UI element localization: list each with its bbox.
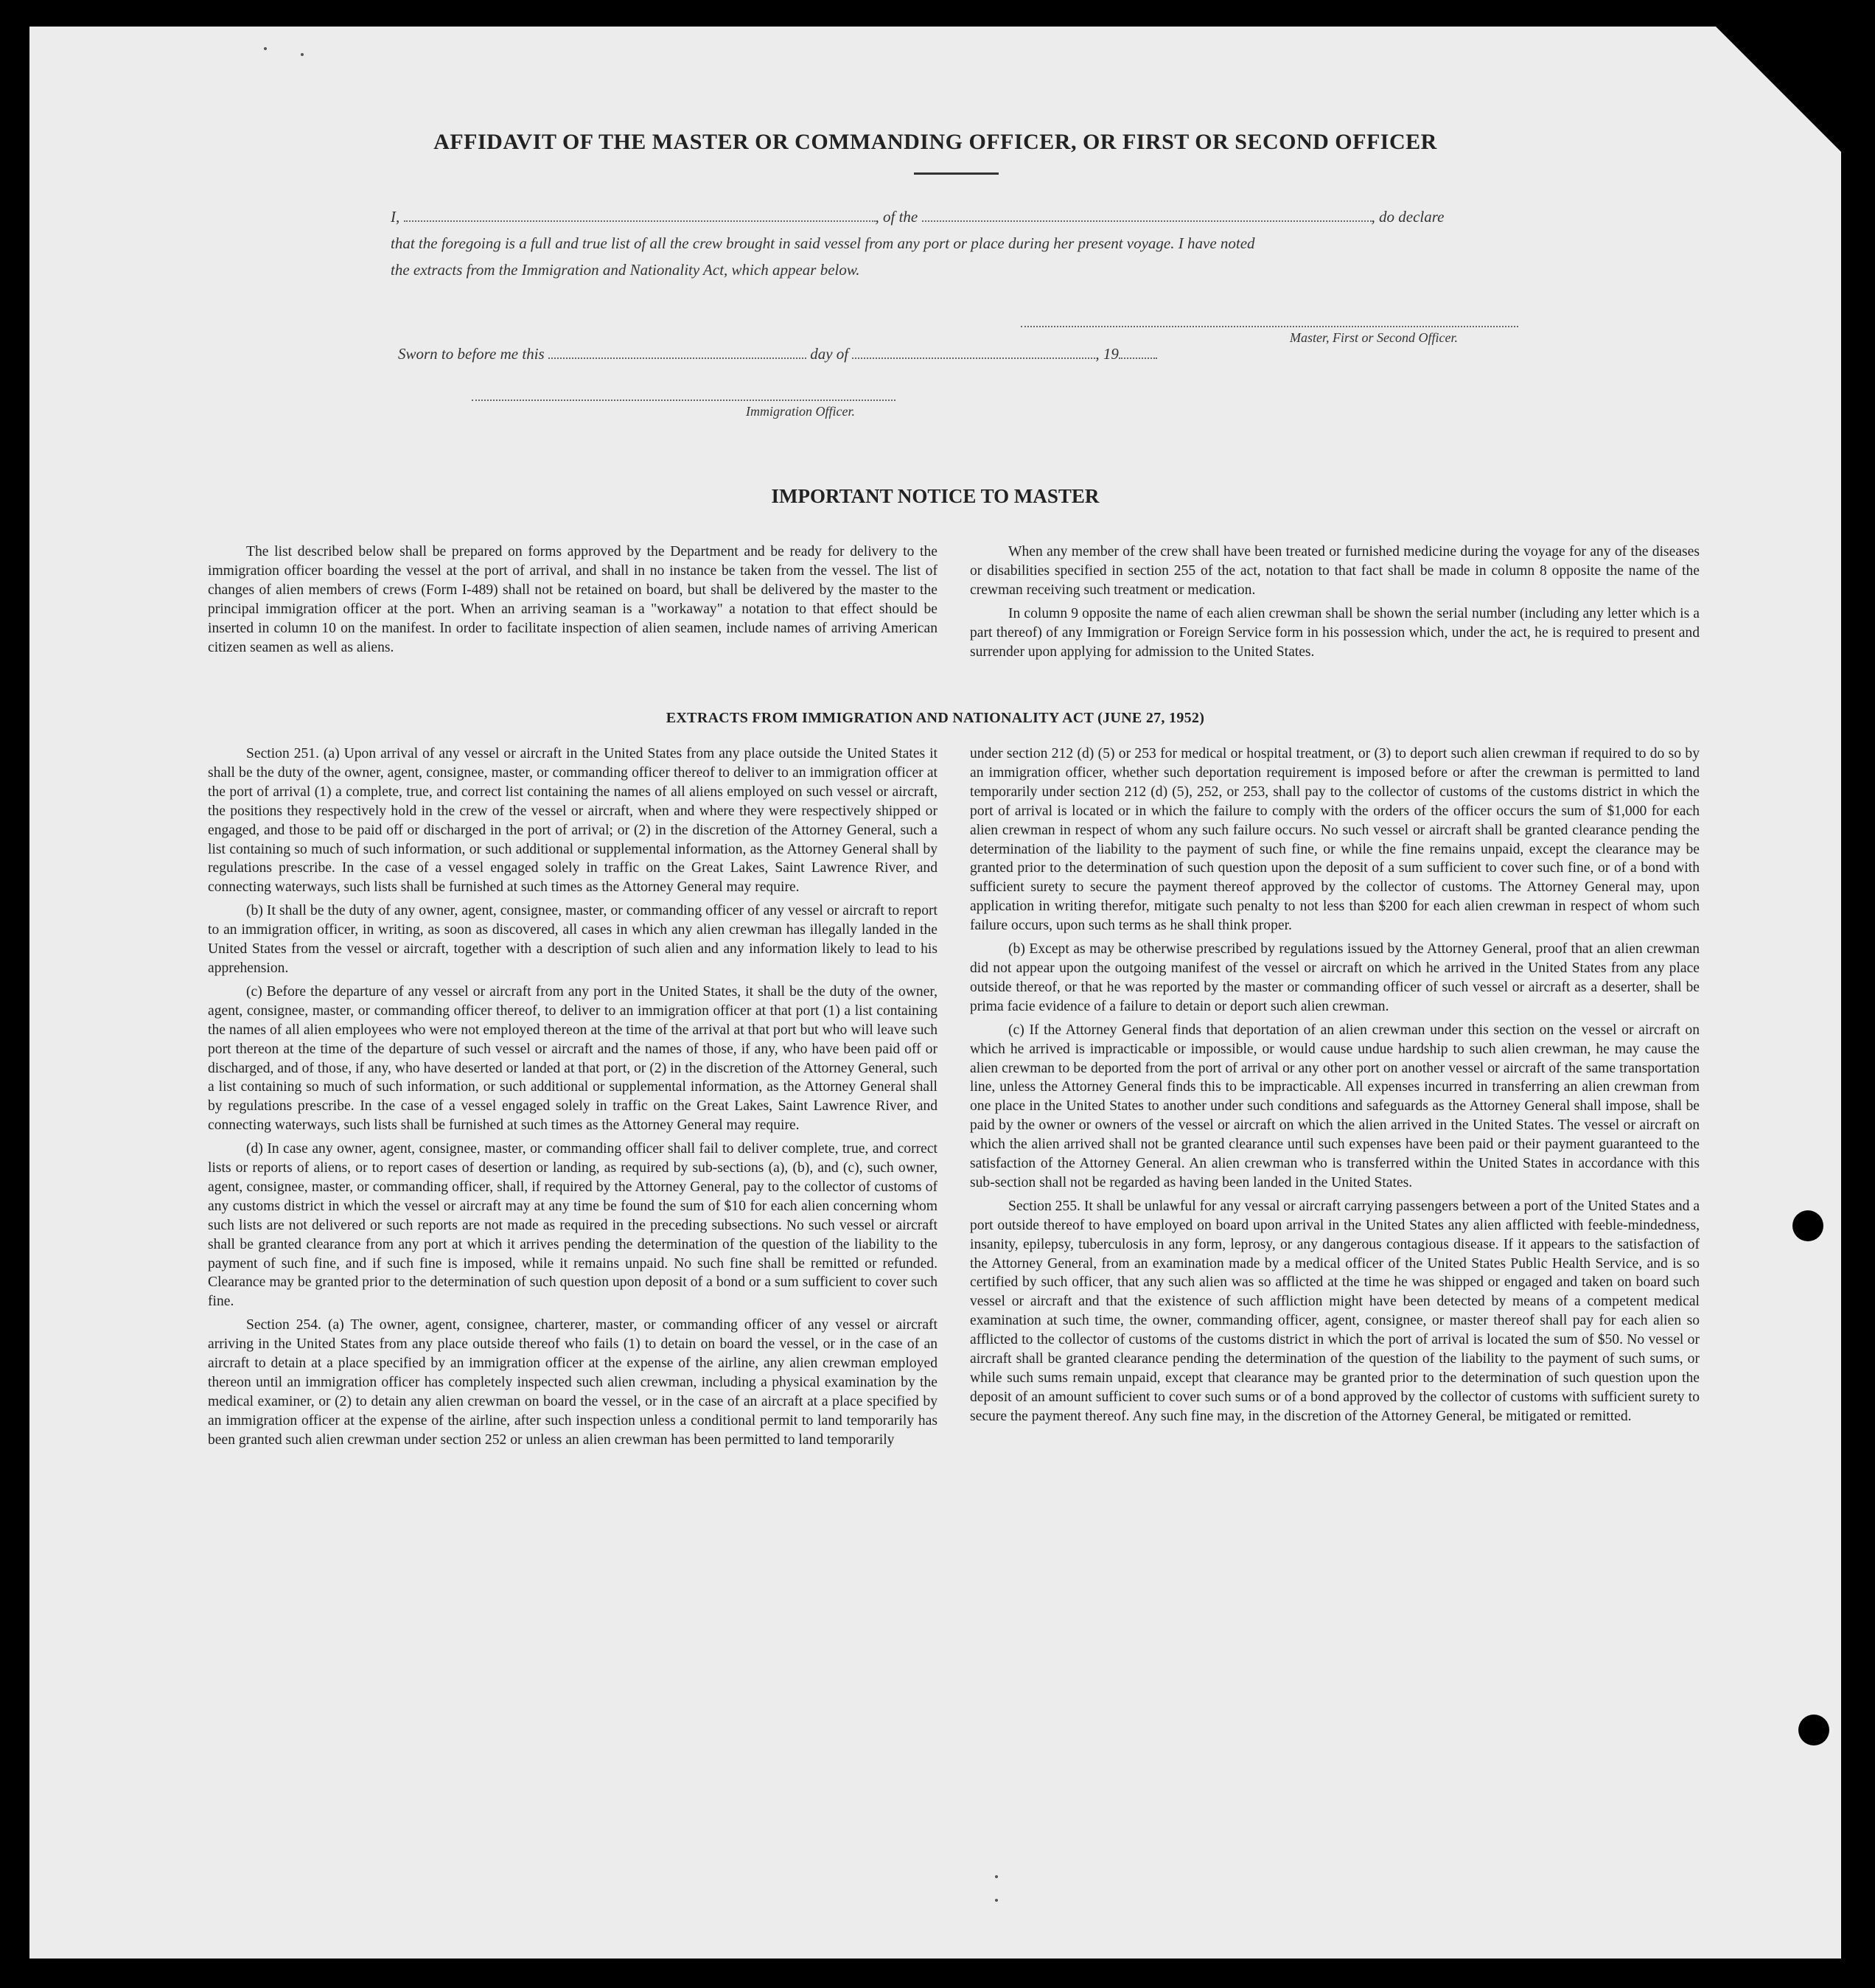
sworn-year-blank[interactable] <box>1119 346 1157 359</box>
extract-paragraph: under section 212 (d) (5) or 253 for medical or hospital treatment, or (3) to deport such alien crewman if required to do so by an immigration officer, whether such deportation requirement is imposed before or after the crewman is permitted to land temporarily under section 212 (d) (5), 252, or 253, shall pay to the collector of customs of the customs district in which the port of arrival is located or in which the failure to comply with the orders of the officer occurs the sum of $1,000 for each alien crewman in respect of whom any such failure occurs. No such vessel or aircraft shall be granted clearance pending the determination of the liability to the payment of such fine, or while the fine remains unpaid, except the clearance may be granted prior to the determination of such question upon the deposit of a sum sufficient to cover such fine, or of a bond with sufficient surety to secure the payment thereof approved by the collector of customs. The Attorney General may, upon application in writing therefor, mitigate such penalty to not less than $200 for each alien crewman in respect of whom such failure occurs, upon such terms as he shall think proper. <box>970 746 1700 934</box>
affidavit-title: AFFIDAVIT OF THE MASTER OR COMMANDING OFFICER, OR FIRST OR SECOND OFFICER <box>433 130 1437 154</box>
speck <box>264 47 267 50</box>
sworn-day-of: day of <box>810 345 849 363</box>
extract-paragraph: (c) Before the departure of any vessel or aircraft from any port in the United States, it shall be the duty of the owner, agent, consignee, master, or commanding officer thereof, to deliver to an immigration officer at that port (1) a list containing the names of all alien employees who were not employed thereon at the time of the arrival at that port but who will leave such port thereon at the time of the departure of such vessel or aircraft and the names of those, if any, who have been paid off or discharged, and of those, if any, who have deserted or landed at that port, or (2) in the discretion of the Attorney General, such a list containing so much of such information, or such additional or supplemental information, as the Attorney General shall by regulations prescribe. In the case of a vessel engaged solely in traffic on the Great Lakes, Saint Lawrence River, and connecting waterways, such lists shall be furnished at such times as the Attorney General may require. <box>208 983 938 1134</box>
sworn-day-blank[interactable] <box>548 346 806 359</box>
notice-left-column <box>208 543 938 661</box>
extract-paragraph: Section 254. (a) The owner, agent, consignee, charterer, master, or commanding officer of any vessel or aircraft arriving in the United States from any place outside thereof who fails (1) to detain on board the vessel, or in the case of an aircraft to detain at a place specified by an immigration officer at the expense of the airline, any alien crewman employed thereon until an immigration officer has completely inspected such alien crewman, including a physical examination by the medical examiner, or (2) to detain any alien crewman on board the vessel, or in the case of an aircraft at a place specified by an immigration officer at the expense of the airline, after such inspection unless a conditional permit to land temporarily has been granted such alien crewman under section 252 or unless an alien crewman has been permitted to land temporarily <box>208 1317 938 1448</box>
declaration-i: I, <box>391 208 400 226</box>
declaration-do-declare: , do declare <box>1371 208 1445 226</box>
punch-hole <box>1792 1210 1823 1241</box>
notice-paragraph: The list described below shall be prepared on forms approved by the Department and be ready for delivery to the immigration officer boarding the vessel at the port of arrival, and shall in no instance be taken from the vessel. The list of changes of alien members of crews (Form I-489) shall not be retained on board, but shall be delivered by the master to the principal immigration officer at the port. When an arriving seaman is a "workaway" a notation to that effect should be inserted in column 10 on the manifest. In order to facilitate inspection of alien seamen, include names of arriving American citizen seamen as well as aliens. <box>208 544 938 655</box>
extract-paragraph: (b) Except as may be otherwise prescribed by regulations issued by the Attorney General, proof that an alien crewman did not appear upon the outgoing manifest of the vessel or aircraft on which he arrived in the United States from any place outside thereof, or that he was reported by the master or commanding officer of such vessel or aircraft as a deserter, shall be prima facie evidence of a failure to detain or deport such alien crewman. <box>970 941 1700 1014</box>
extracts-title: EXTRACTS FROM IMMIGRATION AND NATIONALITY ACT (JUNE 27, 1952) <box>666 710 1205 726</box>
sworn-month-blank[interactable] <box>852 346 1095 359</box>
master-signature-label: Master, First or Second Officer. <box>1290 330 1458 345</box>
speck <box>301 53 304 56</box>
speck <box>995 1875 998 1878</box>
extract-paragraph: (d) In case any owner, agent, consignee, master, or commanding officer shall fail to deliver complete, true, and correct lists or reports of aliens, or to report cases of desertion or landing, as required by sub-sections (a), (b), and (c), such owner, agent, consignee, master, or commanding officer, shall, if required by the Attorney General, pay to the collector of customs of any customs district in which the vessel or aircraft may at any time be found the sum of $10 for each alien concerning whom such lists are not delivered or such reports are not made as required in the preceding subsections. No such vessel or aircraft shall be granted clearance from any port at which it arrives pending the determination of the question of the liability to the payment of such fine, and if such fine is imposed, while it remains unpaid. No such fine shall be remitted or refunded. Clearance may be granted prior to the determination of such question upon deposit of a bond or a sum sufficient to cover such fine. <box>208 1141 938 1310</box>
speck <box>995 1899 998 1902</box>
sworn-text: Sworn to before me this <box>398 345 545 363</box>
declaration-of-the: , of the <box>875 208 918 226</box>
notice-title: IMPORTANT NOTICE TO MASTER <box>771 485 1100 507</box>
extract-paragraph: Section 251. (a) Upon arrival of any vessel or aircraft in the United States from any place outside the United States it shall be the duty of the owner, agent, consignee, master, or commanding officer thereof to deliver to an immigration officer at the port of arrival (1) a complete, true, and correct list containing the names of all aliens employed on such vessel or aircraft, the positions they respectively hold in the crew of the vessel or aircraft, when and where they were respectively shipped or engaged, and those to be paid off or discharged in the port of arrival; or (2) in the discretion of the Attorney General, such a list containing so much of such information, or such additional or supplemental information, as the Attorney General shall by regulations prescribe. In the case of a vessel engaged solely in traffic on the Great Lakes, Saint Lawrence River, and connecting waterways, such lists shall be furnished at such times as the Attorney General may require. <box>208 746 938 896</box>
extract-paragraph: (c) If the Attorney General finds that deportation of an alien crewman under this section on the vessel or aircraft on which he arrived is impracticable or impossible, or would cause undue hardship to such alien crewman, he may cause the alien crewman to be deported from the port of arrival or any other port on another vessel or aircraft of the same transportation line, unless the Attorney General finds this to be impracticable. All expenses incurred in transferring an alien crewman from one place in the United States to another under such conditions and safeguards as the Attorney General shall impose, shall be paid by the owner or owners of the vessel or aircraft on which the alien arrived in the United States. The vessel or aircraft on which the alien arrived shall not be granted clearance until such expenses have been paid or their payment guaranteed to the satisfaction of the Attorney General. An alien crewman who is transferred within the United States in accordance with this sub-section shall not be regarded as having been landed in the United States. <box>970 1022 1700 1190</box>
title-divider <box>914 172 999 175</box>
extract-paragraph: Section 255. It shall be unlawful for any vessal or aircraft carrying passengers between a port of the United States and a port outside thereof to have employed on board upon arrival in the United States any alien afflicted with feeble-mindedness, insanity, epilepsy, tuberculosis in any form, leprosy, or any dangerous contagious disease. If it appears to the satisfaction of the Attorney General, from an examination made by a medical officer of the United States Public Health Service, and is so certified by such officer, that any such alien was so afflicted at the time he was shipped or engaged and taken on board such vessel or aircraft and that the existence of such affliction might have been detected by means of a competent medical examination at such time, the owner, commanding officer, agent, consignee, or master thereof shall pay for each alien so afflicted to the collector of customs of the customs district in which the port of arrival is located the sum of $50. No vessel or aircraft shall be granted clearance pending the determination of the question of the liability to the payment of such sums, or while such sums remain unpaid, except that clearance may be granted prior to the determination of such question upon the deposit of an amount sufficient to cover such sums or of a bond approved by the collector of customs with sufficient surety to secure the payment thereof. Any such fine may, in the discretion of the Attorney General, be mitigated or remitted. <box>970 1198 1700 1424</box>
sworn-year: , 19 <box>1095 345 1119 363</box>
officer-signature-line[interactable] <box>472 400 895 401</box>
extracts-left-column <box>208 744 938 1454</box>
declaration-line-1 <box>391 203 1555 230</box>
notice-right-column <box>970 543 1700 666</box>
notice-paragraph: In column 9 opposite the name of each alien crewman shall be shown the serial number (including any letter which is a part thereof) of any Immigration or Foreign Service form in his possession which, under the act, he is required to present and surrender upon applying for admission to the United States. <box>970 605 1700 660</box>
notice-paragraph: When any member of the crew shall have been treated or furnished medicine during the voyage for any of the diseases or disabilities specified in section 255 of the act, notation to that fact shall be made in column 8 opposite the name of the crewman receiving such treatment or medication. <box>970 544 1700 598</box>
extract-paragraph: (b) It shall be the duty of any owner, agent, consignee, master, or commanding officer of any vessel or aircraft to report to an immigration officer, in writing, as soon as discovered, all cases in which any alien crewman has illegally landed in the United States from the vessel or aircraft, together with a description of such alien and any information likely to lead to his apprehension. <box>208 903 938 976</box>
extracts-right-column <box>970 744 1700 1431</box>
sworn-line <box>398 345 1157 363</box>
master-signature-line[interactable] <box>1021 326 1518 327</box>
form-page <box>29 27 1841 1959</box>
declaration-line-2: that the foregoing is a full and true list of all the crew brought in said vessel from any port or place during her present voyage. I have noted <box>391 234 1255 252</box>
vessel-blank[interactable] <box>922 209 1372 222</box>
officer-signature-label: Immigration Officer. <box>746 404 855 419</box>
name-blank[interactable] <box>404 209 876 222</box>
declaration-line-3: the extracts from the Immigration and Nationality Act, which appear below. <box>391 261 860 279</box>
punch-hole <box>1798 1715 1829 1745</box>
